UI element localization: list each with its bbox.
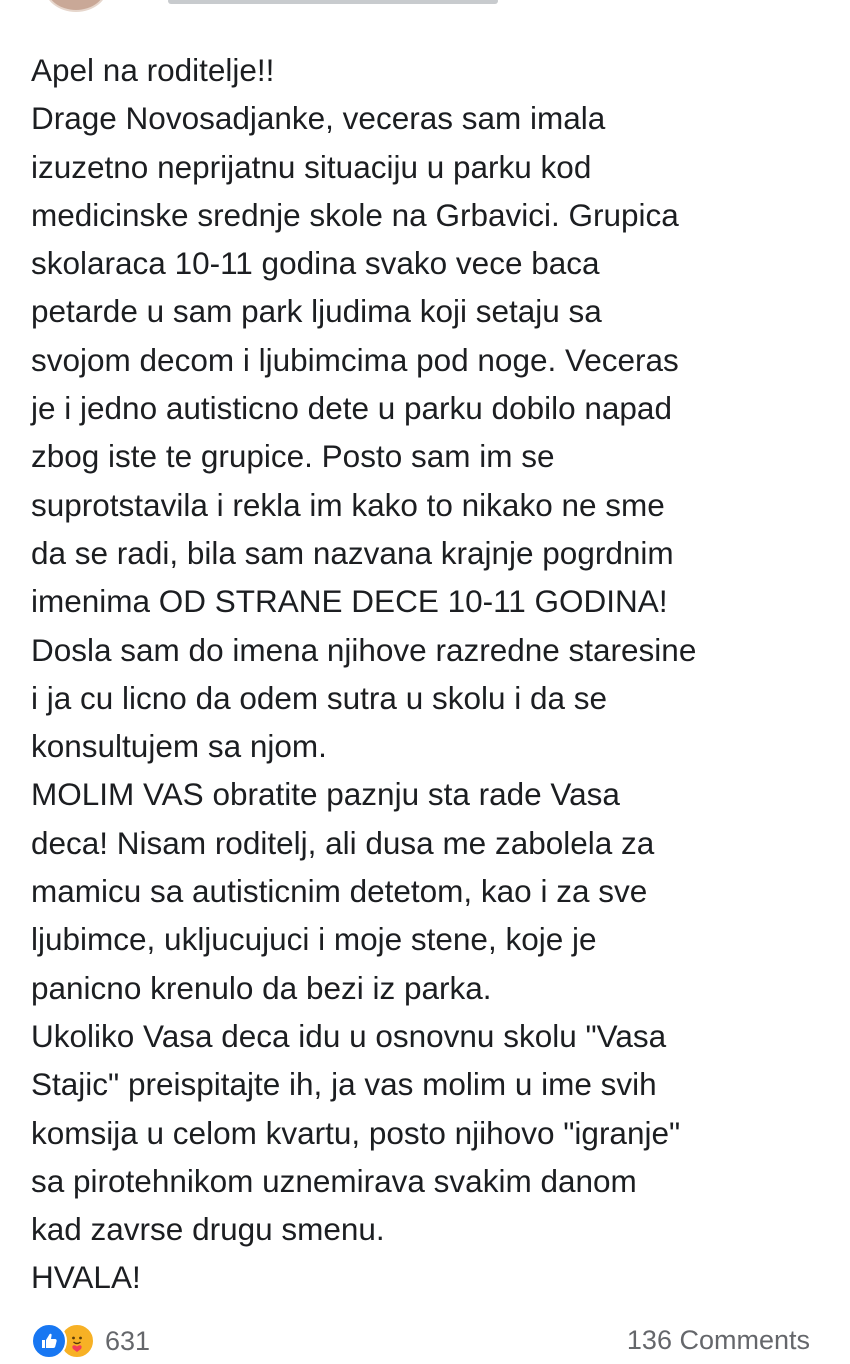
post-line: HVALA! (31, 1259, 141, 1296)
post-line: medicinske srednje skole na Grbavici. Grupica (31, 196, 679, 233)
avatar[interactable] (44, 0, 108, 12)
like-icon (31, 1323, 67, 1359)
post-line: zbog iste te grupice. Posto sam im se (31, 438, 555, 475)
reaction-count: 631 (105, 1325, 151, 1356)
post-line: deca! Nisam roditelj, ali dusa me zabolela za (31, 824, 655, 861)
post-line: komsija u celom kvartu, posto njihovo "igranje" (31, 1114, 681, 1151)
post-line: Stajic" preispitajte ih, ja vas molim u ime svih (31, 1066, 657, 1103)
post-footer (0, 1316, 850, 1364)
post-line: MOLIM VAS obratite paznju sta rade Vasa (31, 776, 620, 813)
reactions-summary[interactable] (31, 1322, 150, 1360)
post-text (31, 46, 831, 1302)
post-line: Dosla sam do imena njihove razredne staresine (31, 631, 697, 668)
post-line: da se radi, bila sam nazvana krajnje pogrdnim (31, 534, 674, 571)
post-line: suprotstavila i rekla im kako to nikako ne sme (31, 486, 665, 523)
post-line: izuzetno neprijatnu situaciju u parku kod (31, 148, 592, 185)
post-line: mamicu sa autisticnim detetom, kao i za sve (31, 873, 648, 910)
post-line: panicno krenulo da bezi iz parka. (31, 969, 492, 1006)
comments-count[interactable]: 136 Comments (626, 1325, 810, 1355)
post-line: Drage Novosadjanke, veceras sam imala (31, 100, 606, 137)
post-line: Ukoliko Vasa deca idu u osnovnu skolu "Vasa (31, 1017, 667, 1054)
post-line: petarde u sam park ljudima koji setaju sa (31, 293, 602, 330)
post-line: ljubimce, ukljucujuci i moje stene, koje je (31, 921, 597, 958)
post-line: skolaraca 10-11 godina svako vece baca (31, 245, 600, 282)
post-header-partial (0, 0, 850, 12)
post-line: svojom decom i ljubimcima pod noge. Veceras (31, 341, 679, 378)
author-name-partial[interactable] (168, 0, 498, 4)
post-line: imenima OD STRANE DECE 10-11 GODINA! (31, 583, 668, 620)
post-line: kad zavrse drugu smenu. (31, 1211, 385, 1248)
post-line: Apel na roditelje!! (31, 52, 275, 88)
post-line: konsultujem sa njom. (31, 728, 327, 765)
post-line: i ja cu licno da odem sutra u skolu i da se (31, 679, 608, 716)
post-line: sa pirotehnikom uznemirava svakim danom (31, 1162, 637, 1199)
post-line: je i jedno autisticno dete u parku dobilo napad (31, 390, 672, 427)
